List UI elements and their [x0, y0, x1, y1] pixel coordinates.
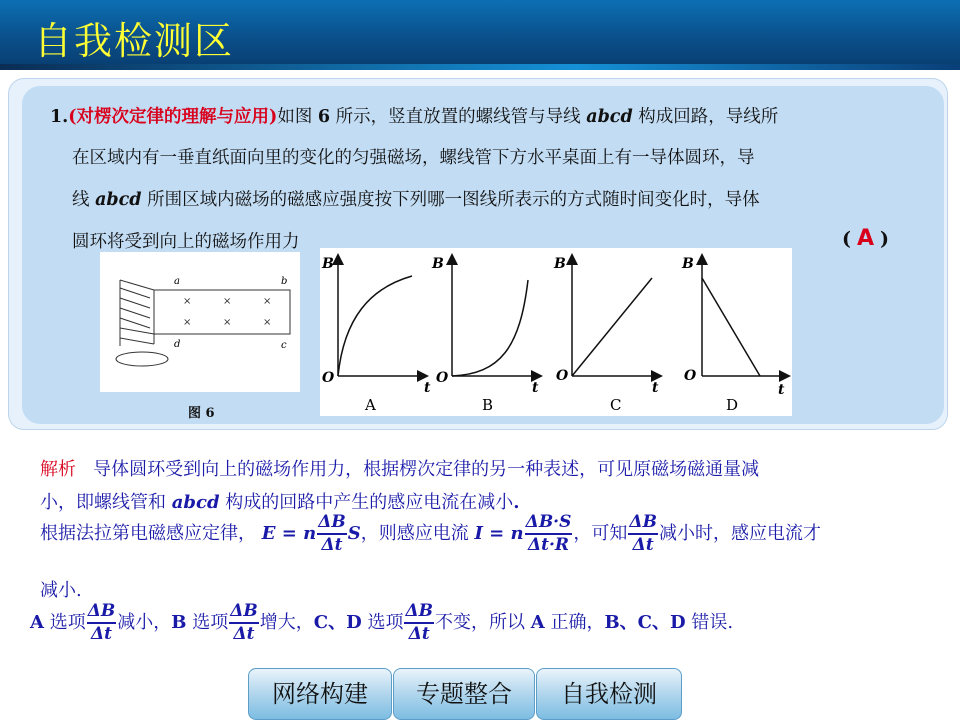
question-line-4: 圆环将受到向上的磁场作用力: [72, 232, 300, 252]
emf-symbol: E: [261, 523, 276, 544]
field-cross: ×: [263, 296, 272, 307]
nav-topic-button[interactable]: 专题整合: [393, 668, 535, 720]
x-axis-label: t: [652, 380, 659, 396]
y-axis-label: B: [554, 256, 566, 272]
answer-open: (: [842, 228, 851, 250]
equals-sign: =: [275, 523, 304, 544]
x-axis-label: t: [532, 380, 539, 396]
wire-label: abcd: [171, 492, 220, 513]
graph-options: [320, 248, 792, 416]
graph-label-c: C: [610, 396, 622, 414]
fraction-db-dt: [404, 603, 434, 643]
option-label: B、C、D: [604, 612, 686, 633]
option-label: A: [530, 612, 545, 633]
label-a: a: [174, 276, 180, 287]
label-d: d: [174, 339, 181, 350]
origin-label: O: [684, 368, 697, 384]
graph-options-svg: [320, 248, 792, 416]
wire-label: abcd: [95, 190, 142, 210]
graph-d: [681, 256, 788, 414]
fraction-db-dt: [628, 514, 658, 554]
analysis-text: 不变，所以: [435, 612, 531, 633]
analysis-text: 选项: [361, 612, 404, 633]
analysis-text: 正确，: [544, 612, 605, 633]
curve-d: [702, 278, 760, 376]
option-label: C、D: [313, 612, 362, 633]
analysis-text: ，则感应电流: [360, 523, 475, 544]
origin-label: O: [322, 370, 335, 386]
question-text: 所围区域内磁场的磁感应强度按下列哪一图线所表示的方式随时间变化时，导体: [141, 190, 760, 210]
fraction-denominator: Δt: [321, 535, 343, 555]
page-title: 自我检测区: [34, 19, 235, 63]
answer-value: A: [857, 226, 875, 251]
graph-label-b: B: [482, 396, 494, 414]
question-text: 构成回路，导线所: [632, 107, 779, 127]
fraction-denominator: Δt: [408, 624, 430, 644]
fraction-denominator: Δt·R: [527, 535, 570, 555]
origin-label: O: [556, 368, 569, 384]
curve-c: [572, 278, 652, 376]
analysis-line-3: [40, 514, 821, 554]
nav-selftest-button[interactable]: 自我检测: [536, 668, 682, 720]
wire-label: abcd: [586, 107, 633, 127]
answer-close: ): [880, 228, 890, 250]
question-line-1: [50, 103, 778, 128]
analysis-text: 小，即螺线管和: [40, 492, 172, 513]
analysis-text: 构成的回路中产生的感应电流在减小: [219, 492, 514, 513]
option-label: A: [30, 612, 44, 633]
label-c: c: [281, 340, 287, 351]
field-cross: ×: [263, 317, 272, 328]
field-cross: ×: [223, 317, 232, 328]
graph-a: [321, 256, 431, 414]
fraction-numerator: ΔB·S: [525, 514, 573, 535]
analysis-line-2: [40, 488, 520, 514]
analysis-line-1: [40, 455, 759, 481]
graph-c: [553, 256, 660, 414]
analysis-text: 选项: [186, 612, 229, 633]
curve-b: [452, 280, 528, 376]
current-symbol: I: [474, 523, 483, 544]
analysis-text: 减小时，感应电流才: [658, 523, 821, 544]
x-axis-label: t: [778, 382, 785, 398]
header-bar: [0, 0, 960, 70]
field-cross: ×: [223, 296, 232, 307]
nav-network-button[interactable]: 网络构建: [248, 668, 392, 720]
turns-symbol: n: [510, 523, 524, 544]
analysis-text: 根据法拉第电磁感应定律，: [40, 523, 256, 544]
question-text: 线: [72, 190, 96, 210]
fraction-denominator: Δt: [90, 624, 112, 644]
fraction-numerator: ΔB: [229, 603, 259, 624]
x-axis-label: t: [424, 380, 431, 396]
analysis-text: 错误.: [685, 612, 734, 633]
y-axis-label: B: [322, 256, 334, 272]
y-axis-label: B: [682, 256, 694, 272]
fraction-denominator: Δt: [233, 624, 255, 644]
area-symbol: S: [347, 523, 361, 544]
question-line-2: 在区域内有一垂直纸面向里的变化的匀强磁场，螺线管下方水平桌面上有一导体圆环，导: [72, 148, 755, 168]
figure-6-diagram: [100, 252, 300, 392]
graph-label-a: A: [365, 396, 376, 414]
origin-label: O: [436, 370, 449, 386]
turns-symbol: n: [303, 523, 317, 544]
analysis-text: 选项: [43, 612, 86, 633]
graph-b: [431, 256, 540, 414]
fraction-numerator: ΔB: [628, 514, 658, 535]
label-b: b: [281, 276, 288, 287]
figure-6-caption: 图 6: [188, 406, 215, 421]
option-label: B: [171, 612, 187, 633]
analysis-heading: 解析: [40, 459, 76, 480]
fraction-dbs-dtr: [525, 514, 573, 554]
question-text: 如图: [277, 107, 318, 127]
fraction-numerator: ΔB: [317, 514, 347, 535]
fraction-db-dt: [87, 603, 117, 643]
fraction-denominator: Δt: [632, 535, 654, 555]
analysis-text: ，可知: [573, 523, 628, 544]
field-cross: ×: [183, 317, 192, 328]
analysis-text: 导体圆环受到向上的磁场作用力，根据楞次定律的另一种表述，可见原磁场磁通量减: [93, 459, 760, 480]
field-cross: ×: [183, 296, 192, 307]
answer-bracket: [842, 226, 889, 251]
fraction-db-dt: [317, 514, 347, 554]
analysis-line-4: 减小.: [40, 580, 82, 601]
question-topic: (对楞次定律的理解与应用): [68, 107, 278, 127]
header-stripe: [0, 64, 960, 70]
solenoid-coil: [120, 280, 154, 346]
question-text: 所示，竖直放置的螺线管与导线: [330, 107, 587, 127]
question-line-3: [72, 186, 760, 211]
question-number: 1.: [50, 107, 69, 127]
graph-label-d: D: [726, 396, 739, 414]
figure-6: [100, 252, 300, 392]
fraction-db-dt: [229, 603, 259, 643]
fraction-numerator: ΔB: [404, 603, 434, 624]
analysis-line-5: [30, 603, 733, 643]
y-axis-label: B: [432, 256, 444, 272]
equals-sign: =: [482, 523, 511, 544]
analysis-text: .: [513, 492, 520, 513]
figure-ref: 6: [317, 107, 331, 127]
fraction-numerator: ΔB: [87, 603, 117, 624]
analysis-text: 增大，: [259, 612, 314, 633]
curve-a: [338, 276, 412, 376]
analysis-text: 减小，: [117, 612, 172, 633]
conductor-ring: [116, 352, 168, 366]
